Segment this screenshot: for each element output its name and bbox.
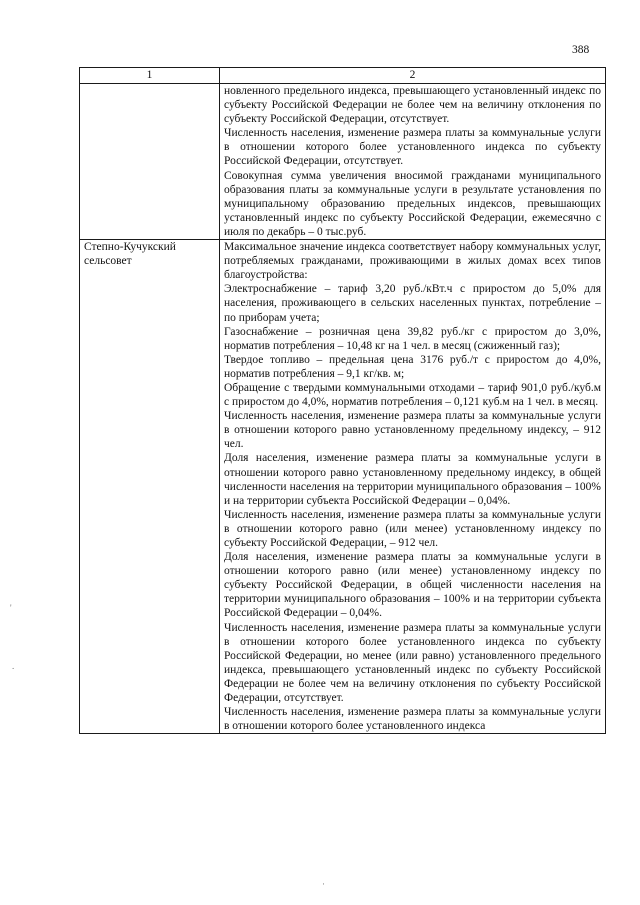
table-header-row (80, 68, 606, 84)
paragraph: новленного предельного индекса, превышающего установленный индекс по субъекту Российской Федерации не более чем на величину отклонения по субъекту Российской Федерации, отсутствует. (224, 85, 601, 126)
paragraph: Численность населения, изменение размера платы за коммунальные услуги в отношении которого более установленного индекса по субъекту Российской Федерации, отсутствует. (224, 127, 601, 168)
document-table (79, 67, 606, 734)
paragraph: Газоснабжение – розничная цена 39,82 руб./кг с приростом до 3,0%, норматив потребления – 10,48 кг на 1 чел. в месяц (сжиженный газ); (224, 325, 601, 352)
row-content (220, 240, 606, 734)
column-header-1: 1 (80, 68, 220, 84)
scan-speck: . (12, 661, 15, 671)
paragraph: Совокупная сумма увеличения вносимой гражданами муниципального образования платы за коммунальные услуги в результате установления по муниципальному образованию предельных индексов, превышающих установленный индекс по субъекту Российской Федерации, ежемесячно с июля по декабрь – 0 тыс.руб. (224, 169, 601, 238)
column-header-2: 2 (220, 68, 606, 84)
paragraph: Максимальное значение индекса соответствует набору коммунальных услуг, потребляемых гражданами, проживающими в жилых домах всех типов благоустройства: (224, 241, 601, 282)
paragraph: Доля населения, изменение размера платы за коммунальные услуги в отношении которого равно установленному предельному индексу, в общей численности населения на территории муниципального образования – 100% и на территории субъекта Российской Федерации – 0,04%. (224, 452, 601, 507)
row-label (80, 84, 220, 240)
scan-speck: · (322, 879, 325, 889)
paragraph: Доля населения, изменение размера платы за коммунальные услуги в отношении которого равно (или менее) установленному индексу по субъекту Российской Федерации, в общей численности населения на территории муниципального образования – 100% и на территории субъекта Российской Федерации – 0,04%. (224, 551, 601, 620)
paragraph: Численность населения, изменение размера платы за коммунальные услуги в отношении которого равно (или менее) установленному индексу по субъекту Российской Федерации, – 912 чел. (224, 508, 601, 549)
paragraph: Электроснабжение – тариф 3,20 руб./кВт.ч с приростом до 5,0% для населения, проживающего в сельских населенных пунктах, потребление – по приборам учета; (224, 283, 601, 324)
table-row (80, 240, 606, 734)
paragraph: Численность населения, изменение размера платы за коммунальные услуги в отношении которого более установленного индекса по субъекту Российской Федерации, но менее (или равно) установленного предельного индекса, превышающего установленный индекс по субъекту Российской Федерации не более чем на величину отклонения по субъекту Российской Федерации, отсутствует. (224, 621, 601, 705)
scan-speck: ' (10, 603, 12, 613)
table-row (80, 84, 606, 240)
paragraph: Твердое топливо – предельная цена 3176 руб./т с приростом до 4,0%, норматив потребления – 9,1 кг/кв. м; (224, 353, 601, 380)
row-label: Степно-Кучукский сельсовет (80, 240, 220, 734)
paragraph: Численность населения, изменение размера платы за коммунальные услуги в отношении которого равно установленному предельному индексу, – 912 чел. (224, 410, 601, 451)
row-content (220, 84, 606, 240)
paragraph: Обращение с твердыми коммунальными отходами – тариф 901,0 руб./куб.м с приростом до 4,0%, норматив потребления – 0,121 куб.м на 1 чел. в месяц. (224, 381, 601, 409)
paragraph: Численность населения, изменение размера платы за коммунальные услуги в отношении которого более установленного индекса (224, 706, 601, 733)
page-number: 388 (572, 44, 590, 56)
